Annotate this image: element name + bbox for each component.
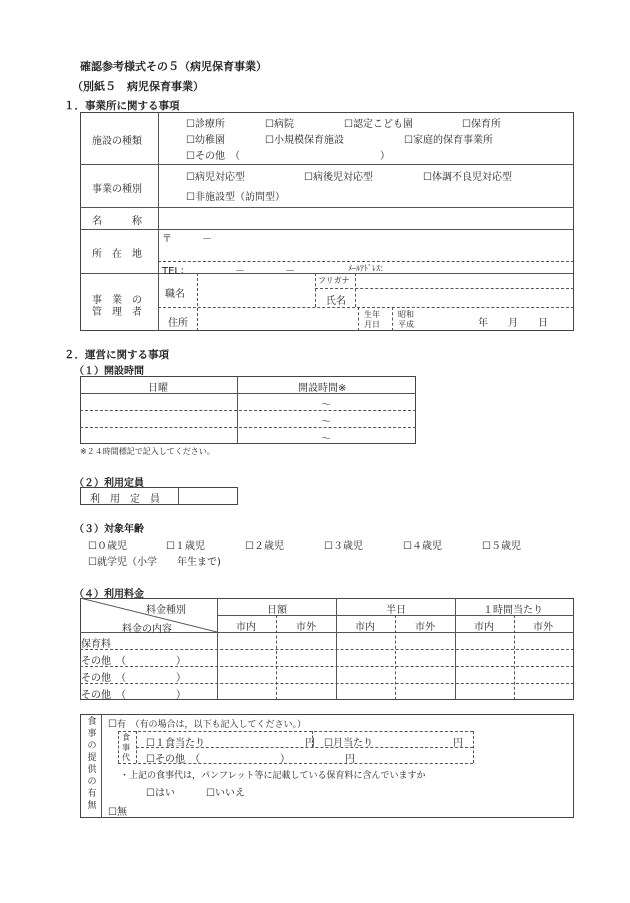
checkbox-small-nursery[interactable] xyxy=(265,131,344,146)
name-field[interactable] xyxy=(162,210,572,228)
meal-fee-label: 食 事 代 xyxy=(122,733,130,762)
era-showa: 昭和 xyxy=(398,310,414,319)
option-label: ５歳児 xyxy=(490,541,521,552)
checkbox-recovering-child[interactable] xyxy=(304,168,373,183)
checkbox-meal-other[interactable] xyxy=(146,750,355,765)
option-label: 保育所 xyxy=(470,119,501,130)
fees-row-other-1: その他 （ ） xyxy=(81,656,186,667)
birth-label-2: 月日 xyxy=(364,320,380,329)
capacity-label: 利 用 定 員 xyxy=(90,494,160,505)
residence-label: 住所 xyxy=(168,318,188,329)
hours-col-hours: 開設時間※ xyxy=(298,383,347,394)
job-title-label: 職名 xyxy=(165,289,185,300)
option-label: ２歳児 xyxy=(253,541,284,552)
fees-sub-in: 市内 xyxy=(236,622,256,633)
option-label: その他 （ ） xyxy=(194,151,390,162)
option-label: 幼稚園 xyxy=(194,135,225,146)
hours-note: ※２４時間標記で記入してください。 xyxy=(80,447,215,456)
checkbox-per-meal[interactable] xyxy=(146,734,315,749)
fees-diag-bottom: 料金の内容 xyxy=(122,624,172,635)
option-label: 病児対応型 xyxy=(194,172,245,183)
facility-type-label: 施設の種類 xyxy=(92,136,142,147)
section2-heading: ２．運営に関する事項 xyxy=(64,349,169,361)
option-label: 有 （有の場合は，以下も記入してください。） xyxy=(116,720,306,730)
fees-heading: （４）利用料金 xyxy=(74,589,144,600)
address-label: 所 在 地 xyxy=(92,249,142,260)
checkbox-meal-yes[interactable] xyxy=(108,717,306,730)
name-label: 名 称 xyxy=(92,216,142,227)
fees-col-half: 半日 xyxy=(386,605,406,616)
fees-sub-out: 市外 xyxy=(296,622,316,633)
checkbox-certified-kodomoen[interactable] xyxy=(344,115,413,130)
era-heisei: 平成 xyxy=(398,320,414,329)
meal-side-label: 食 事 の 提 供 の 有 無 xyxy=(87,717,97,811)
checkbox-facility-other[interactable] xyxy=(186,147,390,162)
option-label: 病後児対応型 xyxy=(312,172,373,183)
manager-label-line2: 管 理 者 xyxy=(92,307,142,318)
manager-label-line1: 事 業 の xyxy=(92,295,142,306)
hours-range-1[interactable]: ～ xyxy=(321,400,331,411)
option-label: １食当たり 円 xyxy=(154,738,315,749)
fees-row-childcare: 保育料 xyxy=(81,639,111,650)
capacity-heading: （２）利用定員 xyxy=(74,478,144,489)
checkbox-clinic[interactable] xyxy=(186,115,225,130)
meal-question: ・上記の食事代は，パンフレット等に記載している保育料に含んでいますか xyxy=(120,771,426,781)
option-label: ４歳児 xyxy=(411,541,442,552)
option-label: 体調不良児対応型 xyxy=(431,172,512,183)
checkbox-sick-child[interactable] xyxy=(186,168,245,183)
option-label: その他 （ ） 円 xyxy=(154,754,355,765)
fees-col-hourly: １時間当たり xyxy=(483,605,543,616)
checkbox-age-4[interactable] xyxy=(403,537,442,552)
fees-col-daily: 日額 xyxy=(267,605,287,616)
option-label: はい xyxy=(154,788,175,799)
checkbox-kindergarten[interactable] xyxy=(186,131,225,146)
furigana-label: フリガナ xyxy=(318,276,350,285)
tel-field[interactable]: TEL： － － xyxy=(162,266,295,277)
capacity-field[interactable] xyxy=(180,489,236,503)
section1-heading: １．事業所に関する事項 xyxy=(64,100,180,112)
hours-range-3[interactable]: ～ xyxy=(321,434,331,445)
option-label: 就学児（小学 年生まで) xyxy=(96,557,221,568)
option-label: 月当たり 円 xyxy=(332,738,463,749)
fees-sub-out: 市外 xyxy=(533,622,553,633)
checkbox-home-nursery[interactable] xyxy=(404,131,493,146)
postal-code-field[interactable]: 〒 － xyxy=(162,234,212,245)
hours-heading: （１）開設時間 xyxy=(74,366,144,377)
option-label: １歳児 xyxy=(174,541,205,552)
fees-diag-top: 料金種別 xyxy=(146,605,186,616)
age-heading: （３）対象年齢 xyxy=(74,524,144,535)
checkbox-unwell-child[interactable] xyxy=(423,168,512,183)
hours-col-day: 日曜 xyxy=(148,383,168,394)
form-title: 確認参考様式その５（病児保育事業） xyxy=(80,60,267,73)
fees-sub-in: 市内 xyxy=(474,622,494,633)
option-label: 家庭的保育事業所 xyxy=(412,135,493,146)
checkbox-hospital[interactable] xyxy=(265,115,294,130)
checkbox-school-age[interactable] xyxy=(88,553,221,568)
fees-sub-in: 市内 xyxy=(355,622,375,633)
option-label: いいえ xyxy=(214,788,245,799)
checkbox-age-3[interactable] xyxy=(324,537,363,552)
checkbox-per-month[interactable] xyxy=(324,734,463,749)
checkbox-age-1[interactable] xyxy=(166,537,205,552)
business-type-label: 事業の種別 xyxy=(92,184,142,195)
checkbox-age-5[interactable] xyxy=(482,537,521,552)
birth-label-1: 生年 xyxy=(364,310,380,319)
checkbox-meal-no[interactable] xyxy=(108,803,127,818)
option-label: ０歳児 xyxy=(96,541,127,552)
hours-range-2[interactable]: ～ xyxy=(321,417,331,428)
checkbox-age-2[interactable] xyxy=(245,537,284,552)
option-label: ３歳児 xyxy=(332,541,363,552)
option-label: 診療所 xyxy=(194,119,225,130)
checkbox-nursery[interactable] xyxy=(462,115,501,130)
option-label: 非施設型（訪問型） xyxy=(194,192,285,203)
checkbox-visiting-type[interactable] xyxy=(186,188,285,203)
option-label: 無 xyxy=(116,807,127,818)
option-label: 小規模保育施設 xyxy=(273,135,344,146)
fees-sub-out: 市外 xyxy=(415,622,435,633)
checkbox-included-yes[interactable] xyxy=(146,784,175,799)
email-label: ﾒｰﾙｱﾄﾞﾚｽ： xyxy=(348,264,388,273)
checkbox-age-0[interactable] xyxy=(88,537,127,552)
form-subtitle: （別紙５ 病児保育事業） xyxy=(72,80,204,93)
birth-date-fields: 年 月 日 xyxy=(478,318,548,329)
fees-row-other-3: その他 （ ） xyxy=(81,690,186,701)
option-label: 認定こども園 xyxy=(352,119,413,130)
fees-row-other-2: その他 （ ） xyxy=(81,673,186,684)
full-name-label: 氏名 xyxy=(326,296,346,307)
option-label: 病院 xyxy=(273,119,294,130)
checkbox-included-no[interactable] xyxy=(206,784,245,799)
